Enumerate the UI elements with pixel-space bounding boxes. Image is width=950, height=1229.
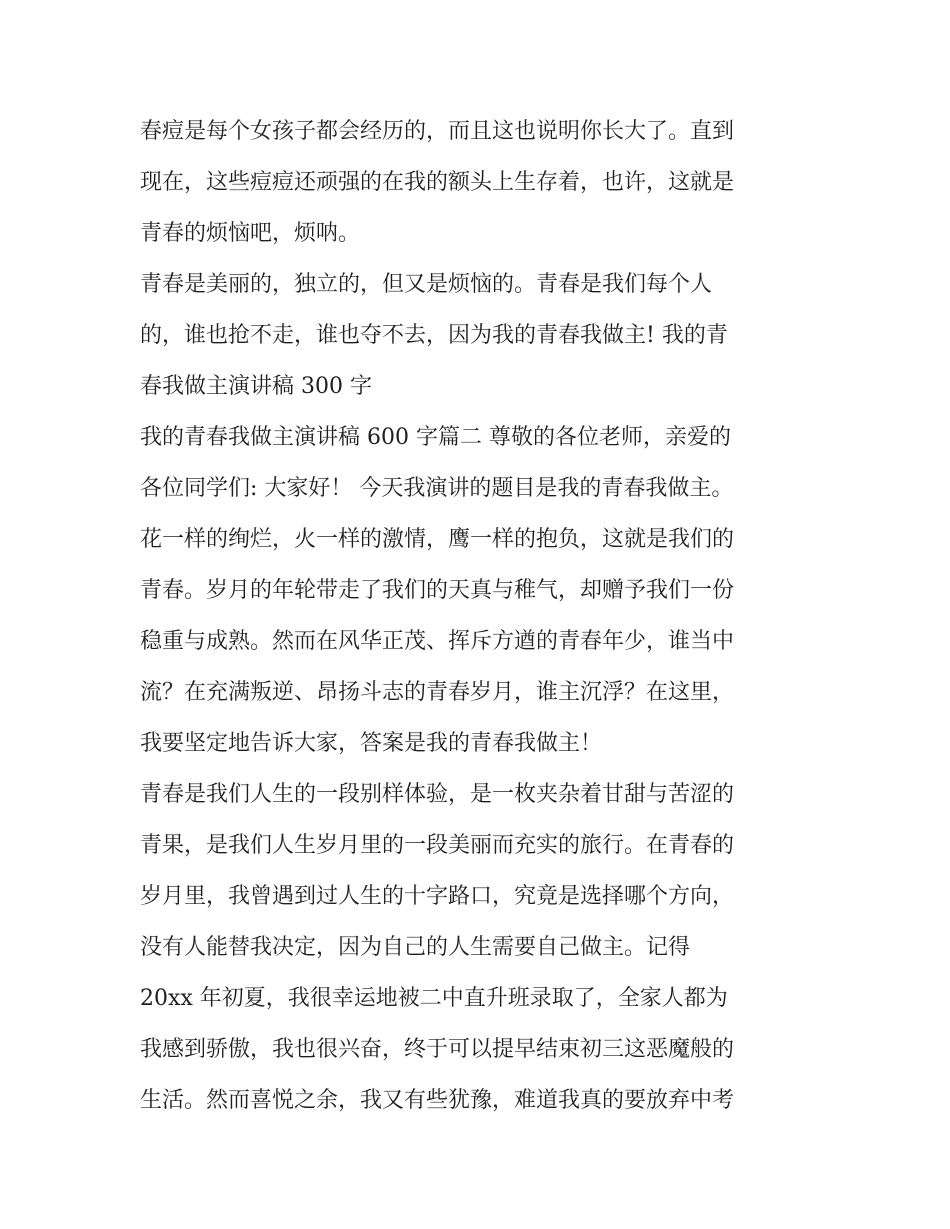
- text-line: 花一样的绚烂，火一样的激情，鹰一样的抱负，这就是我们的: [140, 527, 735, 552]
- text-line: 稳重与成熟。然而在风华正茂、挥斥方遒的青春年少，谁当中: [140, 629, 735, 654]
- text-line: 流？在充满叛逆、昂扬斗志的青春岁月，谁主沉浮？在这里，: [140, 680, 735, 705]
- text-line: 春我做主演讲稿 300 字: [140, 374, 372, 399]
- text-line: 现在，这些痘痘还顽强的在我的额头上生存着，也许，这就是: [140, 170, 735, 195]
- text-line: 生活。然而喜悦之余，我又有些犹豫，难道我真的要放弃中考: [140, 1088, 735, 1113]
- text-line: 青果，是我们人生岁月里的一段美丽而充实的旅行。在青春的: [140, 833, 735, 858]
- text-line: 岁月里，我曾遇到过人生的十字路口，究竟是选择哪个方向，: [140, 884, 735, 909]
- text-line: 青春是美丽的，独立的，但又是烦恼的。青春是我们每个人: [140, 272, 713, 297]
- text-line: 我的青春我做主演讲稿 600 字篇二 尊敬的各位老师，亲爱的: [140, 425, 731, 450]
- text-line: 我要坚定地告诉大家，答案是我的青春我做主！: [140, 731, 603, 756]
- text-line: 20xx 年初夏，我很幸运地被二中直升班录取了，全家人都为: [140, 986, 728, 1011]
- text-line: 青春。岁月的年轮带走了我们的天真与稚气，却赠予我们一份: [140, 578, 735, 603]
- text-line: 春痘是每个女孩子都会经历的，而且这也说明你长大了。直到: [140, 119, 735, 144]
- text-line: 青春的烦恼吧，烦呐。: [140, 221, 361, 246]
- text-line: 我感到骄傲，我也很兴奋，终于可以提早结束初三这恶魔般的: [140, 1037, 735, 1062]
- body-text: [140, 106, 820, 1126]
- text-line: 青春是我们人生的一段别样体验，是一枚夹杂着甘甜与苦涩的: [140, 782, 735, 807]
- text-line: 各位同学们: 大家好！ 今天我演讲的题目是我的青春我做主。: [140, 476, 734, 501]
- text-line: 没有人能替我决定，因为自己的人生需要自己做主。记得: [140, 935, 691, 960]
- text-line: 的，谁也抢不走，谁也夺不去，因为我的青春我做主! 我的青: [140, 323, 728, 348]
